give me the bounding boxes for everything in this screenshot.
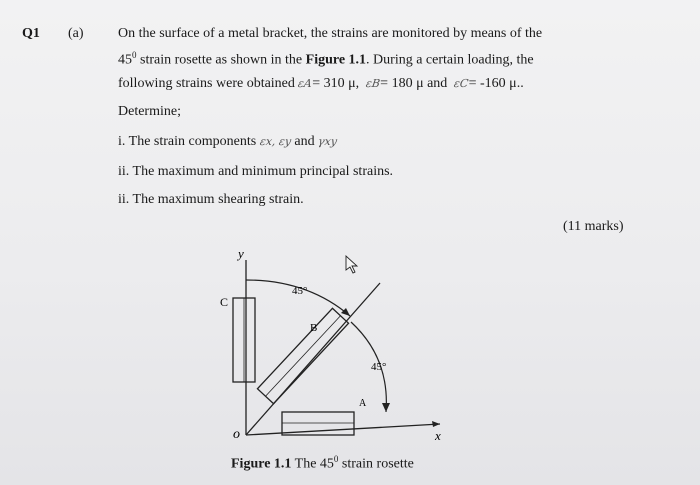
strain-c-symbol: εC bbox=[453, 77, 470, 90]
strain-x-symbol: εx, bbox=[258, 135, 277, 148]
strain-b-value: = 180 μ and bbox=[380, 76, 448, 91]
item-1-text: The strain components bbox=[125, 134, 260, 149]
line-3-start: following strains were obtained bbox=[118, 76, 299, 91]
label-angle-top: 45° bbox=[292, 285, 308, 297]
question-line-2 bbox=[118, 50, 534, 69]
line-2-end: . During a certain loading, the bbox=[366, 52, 534, 68]
label-a: A bbox=[359, 398, 367, 409]
label-angle-right: 45° bbox=[371, 361, 387, 373]
caption-degree: 0 bbox=[333, 454, 339, 464]
strain-c-value: = -160 μ.. bbox=[468, 76, 524, 91]
task-item-3: ii. The maximum shearing strain. bbox=[118, 192, 304, 207]
label-c: C bbox=[220, 295, 229, 309]
caption-figure-ref: Figure 1.1 bbox=[231, 456, 292, 472]
caption-pre: The 45 bbox=[291, 456, 334, 472]
task-item-1 bbox=[118, 134, 337, 150]
gauge-b bbox=[257, 308, 348, 403]
degree-superscript: 0 bbox=[132, 50, 137, 60]
item-1-and: and bbox=[290, 134, 319, 149]
figure-reference: Figure 1.1 bbox=[305, 52, 367, 68]
x-axis-arrowhead bbox=[432, 421, 440, 427]
task-item-2: ii. The maximum and minimum principal strains. bbox=[118, 164, 394, 179]
determine-label: Determine; bbox=[118, 104, 181, 119]
label-b: B bbox=[310, 322, 318, 334]
rosette-figure bbox=[200, 240, 460, 450]
question-part: (a) bbox=[68, 26, 84, 41]
question-line-1: On the surface of a metal bracket, the strains are monitored by means of the bbox=[118, 26, 543, 41]
label-origin: o bbox=[233, 427, 240, 442]
shear-strain-symbol: γxy bbox=[317, 135, 339, 148]
angle-value: 45 bbox=[118, 52, 132, 68]
label-y: y bbox=[238, 246, 244, 261]
question-number: Q1 bbox=[22, 26, 40, 41]
figure-caption bbox=[231, 454, 414, 473]
x-axis bbox=[246, 424, 440, 435]
strain-b-symbol: εB bbox=[365, 77, 382, 90]
caption-post: strain rosette bbox=[338, 456, 414, 472]
cursor-icon bbox=[346, 256, 357, 273]
label-x: x bbox=[435, 428, 441, 443]
strain-a-symbol: εA bbox=[297, 77, 314, 90]
line-2-mid: strain rosette as shown in the bbox=[136, 52, 306, 68]
strain-y-symbol: εy bbox=[277, 135, 292, 148]
strain-a-value: = 310 μ, bbox=[312, 76, 360, 91]
arc-right-arrowhead bbox=[382, 403, 390, 412]
marks-label: (11 marks) bbox=[563, 219, 624, 234]
question-line-3 bbox=[118, 76, 524, 92]
item-1-prefix: i. bbox=[118, 134, 126, 149]
